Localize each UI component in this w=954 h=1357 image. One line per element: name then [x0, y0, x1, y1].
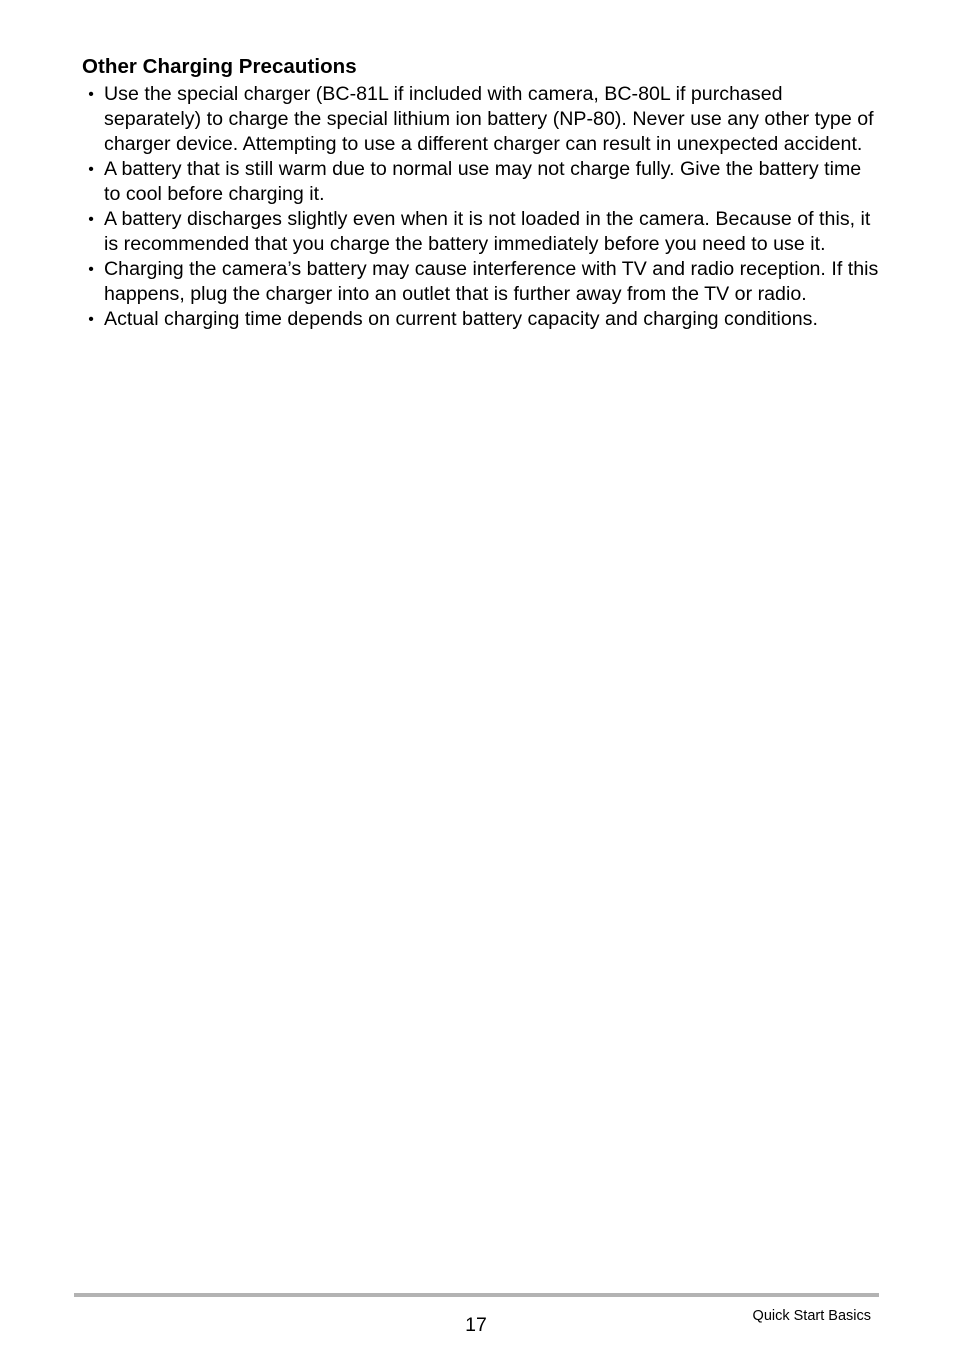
list-item: [82, 257, 882, 307]
list-item-text: A battery discharges slightly even when it is not loaded in the camera. Because of this, it is recommended that you charge the battery immediately before you need to use it.: [104, 208, 871, 255]
section-title: Other Charging Precautions: [82, 55, 357, 78]
main-content: [82, 53, 882, 332]
bullet-icon: •: [88, 311, 94, 328]
list-item-text: A battery that is still warm due to normal use may not charge fully. Give the battery time to cool before charging it.: [104, 158, 862, 205]
footer-section-name: Quick Start Basics: [752, 1308, 871, 1324]
list-item: [82, 207, 882, 257]
list-item: [82, 307, 882, 332]
list-item: [82, 82, 882, 157]
list-item-text: Actual charging time depends on current battery capacity and charging conditions.: [104, 308, 818, 330]
precautions-list: [82, 82, 882, 332]
bullet-icon: •: [88, 261, 94, 278]
footer-divider: [74, 1293, 879, 1297]
page-number: 17: [465, 1314, 487, 1336]
list-item: [82, 157, 882, 207]
list-item-text: Charging the camera’s battery may cause interference with TV and radio reception. If this happens, plug the charger into an outlet that is further away from the TV or radio.: [104, 258, 879, 305]
list-item-text: Use the special charger (BC-81L if included with camera, BC-80L if purchased separately) to charge the special lithium ion battery (NP-80). Never use any other type of charger device. Attempting to use a different charger can result in unexpected accident.: [104, 83, 874, 155]
bullet-icon: •: [88, 211, 94, 228]
bullet-icon: •: [88, 161, 94, 178]
bullet-icon: •: [88, 86, 94, 103]
